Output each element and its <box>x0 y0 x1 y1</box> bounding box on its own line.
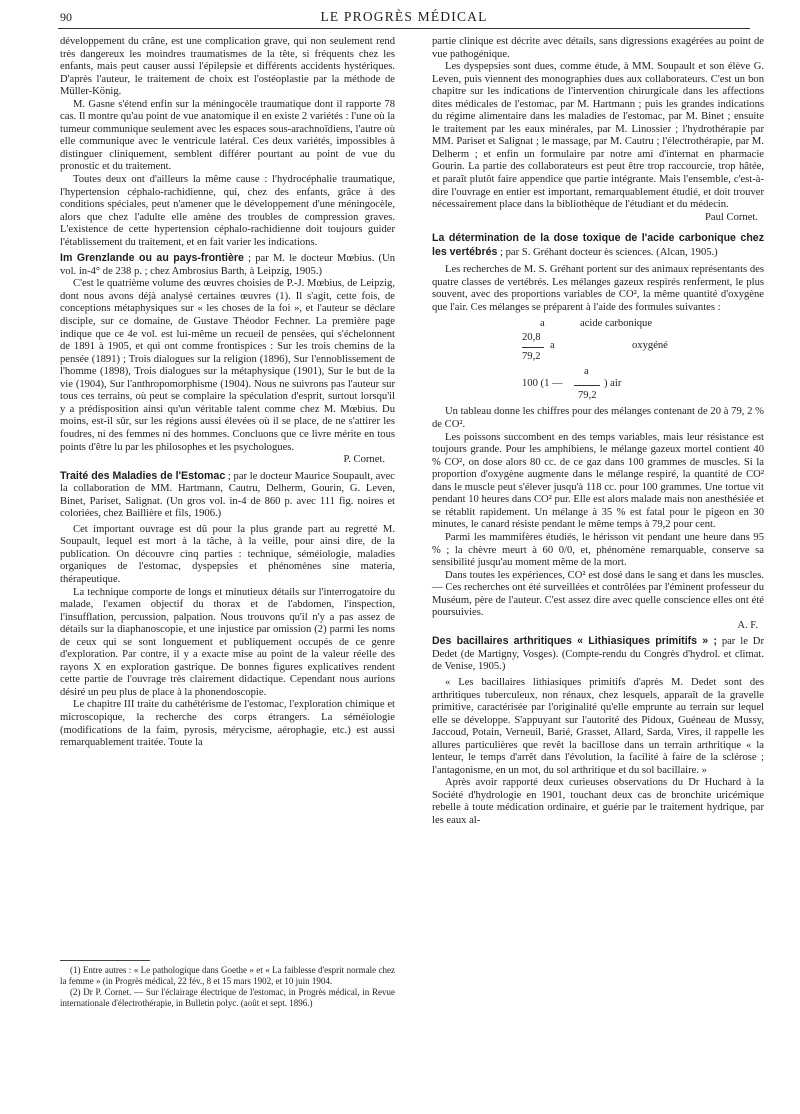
review-reference: par le Dr Dedet (de Martigny, Vosges). (Compte-rendu du Congrès d'hydrol. et climat. de Venise, 1905.) <box>432 636 764 673</box>
paragraph: « Les bacillaires lithiasiques primitifs d'après M. Dedet sont des arthritiques tuberculeux, non rénaux, chez lesquels, apparaît de la gravelle primitive, caractérisée par l'originalité qu'elle emprunte au terrain sur lequel elle se développe. S'appuyant sur l'autorité des Pidoux, Guéneau de Mussy, Jaccoud, Potain, Verneuil, Barié, Grasset, Allard, Sarda, Vires, il rappelle les allures particulières que revêt la bacillose dans un terrain arthritique « la lenteur, le temps d'arrêt dans l'évolution, la facilité à faire de la sclérose ; l'antagonisme, en un mot, du sol arthritique et du sol bacillaire. » <box>432 676 764 776</box>
formula-term: 79,2 <box>578 390 597 402</box>
paragraph: Dans toutes les expériences, CO² est dosé dans le sang et dans les muscles. — Ces recherches ont été surveillées et contrôlées par l'éminent professeur du Muséum, père de l'auteur. C'est assez dire avec quelle conscience elles ont été poursuivies. <box>432 569 764 619</box>
review-title: Traité des Maladies de l'Estomac <box>60 469 226 482</box>
review-title: La détermination de la dose toxique de l'acide carbonique chez les vertébrés <box>432 232 764 258</box>
formula-term: 20,8 <box>522 332 541 344</box>
paragraph: Après avoir rapporté deux curieuses observations du Dr Huchard à la Société d'hydrologie en 1901, touchant deux cas de bronchite uricémique rebelle à toute médication ordinaire, et guérie par le traitement hydrique, par les eaux al- <box>432 777 764 826</box>
paragraph: partie clinique est décrite avec détails, sans digressions exagérées au point de vue pathogénique. <box>432 36 764 60</box>
formula-term: a <box>550 340 555 352</box>
signature: A. F. <box>737 619 758 631</box>
footnote: (2) Dr P. Cornet. — Sur l'éclairage électrique de l'estomac, in Progrès médical, in Revue internationale d'électrothérapie, in Bulletin polyc. (août et sept. 1896.) <box>60 987 395 1008</box>
formula-term: 79,2 <box>522 351 541 363</box>
formula-term: oxygéné <box>632 340 668 352</box>
review-heading <box>432 232 764 259</box>
review-reference: ; par S. Gréhant docteur ès sciences. (Alcan, 1905.) <box>500 246 718 258</box>
fraction-bar <box>522 347 544 348</box>
page-number: 90 <box>60 10 72 24</box>
paragraph: M. Gasne s'étend enfin sur la méningocèle traumatique dont il rapporte 78 cas. Il montre qu'au point de vue anatomique il en existe 2 variétés : l'une où la tumeur communique seulement avec les espaces sous-arachnoïdiens, l'autre où elle communique avec le ventricule latéral. Ces deux variétés, impossibles à distinguer cliniquement, semblent différer pourtant au point de vue du pronostic et du traitement. <box>60 98 395 173</box>
formula-term: a <box>584 366 589 378</box>
paragraph: Les dyspepsies sont dues, comme étude, à MM. Soupault et son élève G. Leven, puis viennent des monographies dues aux collaborateurs. C'est un bon chapitre sur les indications de l'intervention chirurgicale dans les affections dites médicales de l'estomac, par M. Hartmann ; puis les grandes indications du régime alimentaire dans les maladies de l'estomac, par M. Binet ; ensuite le traitement par les eaux minérales, par M. Linossier ; l'hydrothérapie par MM. Pariset et Salignat ; le massage, par M. Cautru ; l'électrothérapie, par M. Delherm ; et enfin un formulaire par notre ami d'internat en pharmacie Gourin. La partie des collaborateurs est peut être trop raccourcie, trop hâtée, et paraît plutôt faire appendice que partie intégrante. Mais l'ensemble, c'est-à-dire l'ouvrage en entier est important, remarquablement étudié, et doit trouver nécessairement place dans la bibliothèque de l'étudiant et du médecin. <box>432 61 764 211</box>
paragraph: Un tableau donne les chiffres pour des mélanges contenant de 20 à 79, 2 % de CO². <box>432 406 764 431</box>
review-title: Des bacillaires arthritiques « Lithiasiques primitifs » ; <box>432 635 717 648</box>
right-column <box>432 36 764 828</box>
journal-title: LE PROGRÈS MÉDICAL <box>320 9 488 24</box>
review-reference: ; par M. le docteur Mœbius. (Un vol. in-4° de 238 p. ; chez Ambrosius Barth, à Leipzig, 1905.) <box>60 253 395 277</box>
formula-term: ) air <box>604 378 622 390</box>
paragraph: C'est le quatrième volume des œuvres choisies de P.-J. Mœbius, de Leipzig, dont nous avons déjà analysé certaines œuvres (1). Il s'agit, cette fois, de conceptions métaphysiques sur « les choses de la foi », et l'auteur se déclare disciple, sur ce domaine, de Gustave Théodor Fechner. La première page indique que ce 4e vol. est lui-même un recueil de pensées, qui s'échelonnent de 1891 à 1905, et qui ont comme frontispices : Sur les trois chemins de la pensée (1891) ; Trois dialogues sur la religion (1896), Sur l'ennoblissement de l'homme (1898), Trois dialogues sur la métaphysique (1901), Sur le but de la vie (1904), Sur l'anthropomorphisme (1904). Nous ne suivrons pas l'auteur sur tous ces terrains, où peut se complaire la spéculation d'esprit, surtout lorsqu'il y a prédisposition ainsi qu'un véritable talent comme chez M. Mœbius. Du moins, est-il sûr, sur les régions aussi élevées où il se place, de ne s'attirer les foudres, ni des femmes ni des hommes. Concluons que ce livre mérite en tous points d'être lu par les philosophes et les psychologues. <box>60 278 395 453</box>
paragraph: Toutes deux ont d'ailleurs la même cause : l'hydrocéphalie traumatique, l'hypertension céphalo-rachidienne, qui, chez des enfants, grâce à des conditions spéciales, peut n'amener que le développement d'une méningocèle, alors que chez l'adulte elle amène des troubles de compression graves. L'existence de cette hypertension céphalo-rachidienne doit toujours guider l'établissement du traitement, et en fait varier les indications. <box>60 174 395 248</box>
formula-term: a <box>540 318 545 330</box>
review-title: Im Grenzlande ou au pays-frontière <box>60 252 244 265</box>
formula-term: acide carbonique <box>580 318 653 330</box>
formula <box>432 314 764 406</box>
paragraph: Les poissons succombent en des temps variables, mais leur résistance est toujours grande. Pour les amphibiens, le mélange gazeux mortel contient 40 % CO², on dose alors 80 cc. de ce gaz dans 100 grammes de muscles. Si la proportion d'oxygène augmente dans le mélange respiré, la quantité de CO² dans le muscle peut s'élever jusqu'à 118 cc. pour 100 grammes. Une tortue vit pendant 10 heures dans CO² pur. Elle est alors malade mais non anesthésiée et se rétablit rapidement. Un mélange à 35 % est fatal pour le pigeon en 30 minutes, le canard résiste pendant le même temps à 79,2 pour cent. <box>432 431 764 531</box>
review-heading <box>60 470 395 521</box>
paragraph: Le chapitre III traite du cathétérisme de l'estomac, l'exploration chimique et microscopique, la recherche des corps étrangers. La séméiologie (modifications de la faim, pyrosis, mérycisme, aérophagie, etc.) est aussi remarquablement traitée. Toute la <box>60 699 395 749</box>
formula-term: 100 (1 — <box>522 378 563 390</box>
paragraph: Parmi les mammifères étudiés, le hérisson vit pendant une heure dans 95 % ; la chèvre meurt à 60 0/0, et, phénomène remarquable, conserve sa sensibilité jusqu'au moment même de la mort. <box>432 531 764 569</box>
left-column <box>60 36 395 750</box>
paragraph: La technique comporte de longs et minutieux détails sur l'interrogatoire du malade, l'examen objectif du thorax et de l'abdomen, l'inspection, l'insufflation, percussion, palpation. Nous trouvons qu'il n'y a pas assez de détails sur la diaphanoscopie, et une injustice par omission (2) parmi les noms de ceux qui se sont longuement et publiquement occupés de ce genre d'exploration. Par contre, il y a exacte mise au point de la valeur réelle des rayons X en exploration gastrique. De bonnes figures explicatives rendent cette partie de l'ouvrage très clairement didactique. Cependant nous aurions désiré un peu plus de place à la phonendoscopie. <box>60 586 395 698</box>
footnote-divider <box>60 960 150 961</box>
footnotes <box>60 960 395 1009</box>
paragraph: développement du crâne, est une complication grave, qui non seulement rend très dangereux les moindres traumatismes de la tête, si fréquents chez les enfants, mais peut causer aussi l'épilepsie et différents accidents hystériques. D'après l'auteur, le traitement de choix est l'ostéoplastie par la méthode de Müller-König. <box>60 36 395 98</box>
paragraph: Les recherches de M. S. Gréhant portent sur des animaux représentants des quatre classes de vertébrés. Les mélanges gazeux respirés renferment, le plus souvent, avec des proportions variables de CO², la même quantité d'oxygène que l'air. Ces mélanges se préparent à l'aide des formules suivantes : <box>432 264 764 313</box>
running-header <box>58 8 750 29</box>
paragraph: Cet important ouvrage est dû pour la plus grande part au regretté M. Soupault, lequel est mort à la tâche, à la veille, pour ainsi dire, de la publication. On découvre cinq parties : technique, séméiologie, maladies organiques de l'estomac, dyspepsies et phénomènes sine materia, thérapeutique. <box>60 523 395 585</box>
signature: P. Cornet. <box>343 454 385 466</box>
footnote: (1) Entre autres : « Le pathologique dans Goethe » et « La faiblesse d'esprit normale chez la femme » (in Progrès médical, 22 fév., 8 et 15 mars 1902, et 10 juin 1904. <box>60 965 395 986</box>
signature: Paul Cornet. <box>705 211 758 223</box>
review-heading <box>60 252 395 278</box>
review-reference: ; par le docteur Maurice Soupault, avec la collaboration de MM. Hartmann, Cautru, Delherm, Gourin, G. Leven, Binet, Pariset, Salignat. (Un gros vol. in-4 de 860 p. avec 111 fig. noires et coloriées, chez Baillière et fils, 1906.) <box>60 470 395 520</box>
fraction-bar <box>574 385 600 386</box>
review-heading <box>432 635 764 674</box>
